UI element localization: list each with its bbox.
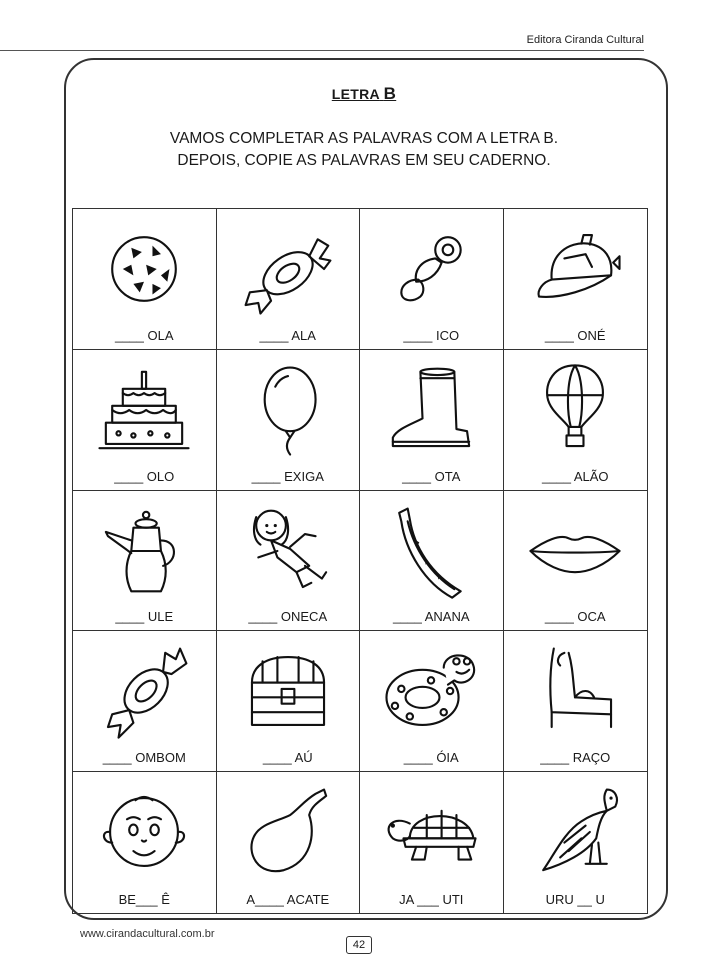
exercise-cell [217,209,361,350]
title-letter: B [383,84,397,103]
word-prompt: ____ ONECA [248,609,328,625]
exercise-cell [73,491,217,632]
exercise-cell [217,631,361,772]
candy-icon [235,215,341,323]
baby-face-icon [91,778,197,886]
bonbon-icon [91,637,197,745]
exercise-cell [360,350,504,491]
exercise-cell [504,772,648,913]
word-prompt: ____ EXIGA [251,468,324,484]
swim-ring-icon [378,637,484,745]
word-prompt: ____ ÓIA [403,750,459,766]
word-prompt: ____ OMBOM [102,750,186,766]
boot-icon [378,356,484,464]
exercise-grid [72,208,648,914]
word-prompt: ____ ALA [259,327,316,343]
exercise-cell [73,209,217,350]
word-prompt: ____ ICO [403,327,460,343]
cake-icon [91,356,197,464]
word-prompt: ____ AÚ [262,750,313,766]
exercise-cell [504,491,648,632]
page-number: 42 [346,936,372,954]
publisher-name: Editora Ciranda Cultural [526,34,644,46]
pacifier-icon [378,215,484,323]
doll-icon [235,497,341,605]
word-prompt: URU __ U [545,892,605,907]
word-prompt: ____ OCA [544,609,606,625]
balloon-icon [235,356,341,464]
turtle-icon [378,778,484,886]
lips-icon [522,497,628,605]
exercise-cell [504,350,648,491]
header-divider [0,50,644,51]
kettle-icon [91,497,197,605]
exercise-cell [73,350,217,491]
word-prompt: BE___ Ê [118,892,170,907]
avocado-icon [235,778,341,886]
exercise-cell [360,491,504,632]
exercise-cell [504,631,648,772]
instruction-line-2: DEPOIS, COPIE AS PALAVRAS EM SEU CADERNO. [177,152,551,169]
word-prompt: ____ OLA [114,327,174,343]
hot-air-balloon-icon [522,356,628,464]
word-prompt: ____ ALÃO [542,468,609,484]
exercise-cell [217,350,361,491]
ball-icon [91,215,197,323]
word-prompt: ____ ANANA [392,609,470,625]
word-prompt: ____ OTA [402,468,461,484]
word-prompt: A____ ACATE [246,892,330,907]
worksheet-title [0,84,728,104]
word-prompt: ____ RAÇO [540,750,611,766]
exercise-cell [73,631,217,772]
instruction-line-1: VAMOS COMPLETAR AS PALAVRAS COM A LETRA B. [169,130,559,147]
word-prompt: JA ___ UTI [399,892,464,907]
exercise-cell [73,772,217,913]
arm-icon [522,637,628,745]
exercise-cell [360,209,504,350]
instructions [0,128,728,172]
banana-icon [378,497,484,605]
cap-icon [522,215,628,323]
vulture-icon [522,778,628,886]
exercise-cell [217,491,361,632]
exercise-cell [217,772,361,913]
footer-url: www.cirandacultural.com.br [80,928,215,940]
exercise-cell [504,209,648,350]
word-prompt: ____ ONÉ [544,327,606,343]
title-prefix: LETRA [331,86,380,102]
exercise-cell [360,772,504,913]
treasure-chest-icon [235,637,341,745]
exercise-cell [360,631,504,772]
word-prompt: ____ ULE [115,609,174,625]
word-prompt: ____ OLO [114,468,175,484]
